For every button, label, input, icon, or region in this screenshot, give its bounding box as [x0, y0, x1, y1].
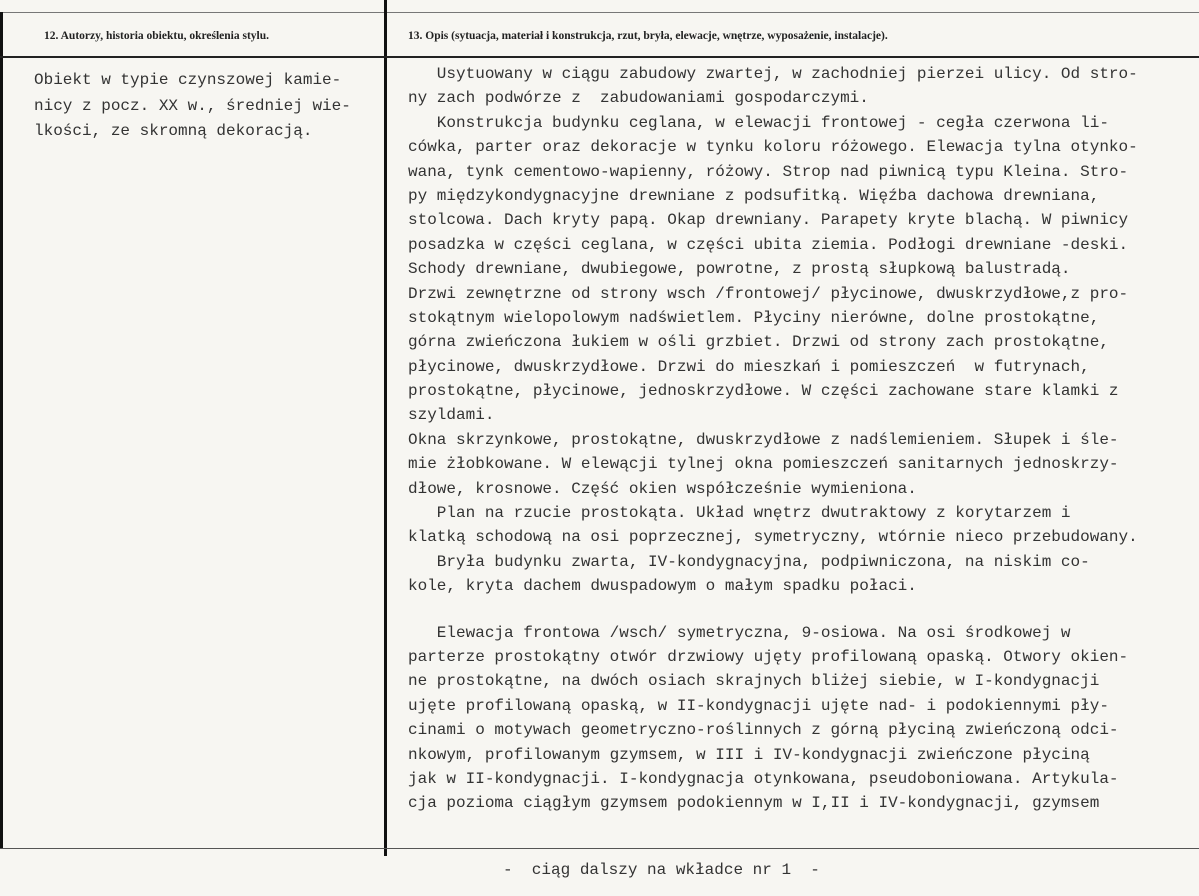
continuation-note: - ciąg dalszy na wkładce nr 1 - — [503, 861, 820, 879]
heading-rule — [0, 56, 1199, 58]
paragraph-gap — [408, 599, 1198, 621]
text-line: cja pozioma ciągłym gzymsem podokiennym w I,II i IV-kondygnacji, gzymsem — [408, 794, 1100, 813]
text-line: Schody drewniane, dwubiegowe, powrotne, z prostą słupkową balustradą. — [408, 260, 1071, 279]
text-line: stokątnym wielopolowym nadświetlem. Płyciny nierówne, dolne prostokątne, — [408, 308, 1100, 327]
text-line: cówka, parter oraz dekoracje w tynku koloru różowego. Elewacja tylna otynko- — [408, 138, 1138, 157]
description-text — [408, 62, 1198, 816]
left-border — [0, 12, 3, 848]
text-line: lkości, ze skromną dekoracją. — [34, 122, 313, 140]
text-line: nicy z pocz. XX w., średniej wie- — [34, 96, 351, 115]
text-line: klatką schodową na osi poprzecznej, symetryczny, wtórnie nieco przebudowany. — [408, 528, 1138, 547]
section-12-heading: 12. Autorzy, historia obiektu, określenia stylu. — [44, 30, 270, 42]
text-line: mie żłobkowane. W elewącji tylnej okna pomieszczeń sanitarnych jednoskrzy- — [408, 455, 1119, 474]
text-line: Obiekt w typie czynszowej kamie- — [34, 71, 342, 89]
text-line: Drzwi zewnętrzne od strony wsch /frontowej/ płycinowe, dwuskrzydłowe,z pro- — [408, 284, 1129, 303]
text-line: stolcowa. Dach kryty papą. Okap drewniany. Parapety kryte blachą. W piwnicy — [408, 211, 1129, 230]
bottom-rule — [0, 848, 1199, 849]
text-line: prostokątne, płycinowe, jednoskrzydłowe. W części zachowane stare klamki z — [408, 382, 1119, 401]
text-line: py międzykondygnacyjne drewniane z podsufitką. Więźba dachowa drewniana, — [408, 186, 1100, 205]
text-line: ujęte profilowaną opaską, w II-kondygnacji ujęte nad- i podokiennymi pły- — [408, 696, 1109, 715]
section-13-heading: 13. Opis (sytuacja, materiał i konstrukcja, rzut, bryła, elewacje, wnętrze, wyposażenie, instalacje). — [408, 30, 888, 42]
text-line: dłowe, krosnowe. Część okien współcześnie wymieniona. — [408, 479, 917, 498]
top-rule — [0, 12, 1199, 13]
text-line: Usytuowany w ciągu zabudowy zwartej, w zachodniej pierzei ulicy. Od stro- — [408, 65, 1138, 83]
text-line: posadzka w części ceglana, w części ubita ziemia. Podłogi drewniane -deski. — [408, 235, 1129, 254]
text-line: ny zach podwórze z zabudowaniami gospodarczymi. — [408, 89, 869, 108]
text-line: szyldami. — [408, 406, 495, 425]
column-divider — [384, 0, 387, 856]
authors-history-text — [34, 68, 374, 145]
text-line: wana, tynk cementowo-wapienny, różowy. Strop nad piwnicą typu Kleina. Stro- — [408, 162, 1129, 181]
text-line: Okna skrzynkowe, prostokątne, dwuskrzydłowe z nadślemieniem. Słupek i śle- — [408, 430, 1119, 449]
text-line: kole, kryta dachem dwuspadowym o małym spadku połaci. — [408, 577, 917, 596]
text-line: jak w II-kondygnacji. I-kondygnacja otynkowana, pseudoboniowana. Artykula- — [408, 769, 1119, 788]
text-line: ne prostokątne, na dwóch osiach skrajnych bliżej siebie, w I-kondygnacji — [408, 672, 1100, 691]
text-line: Elewacja frontowa /wsch/ symetryczna, 9-osiowa. Na osi środkowej w — [408, 623, 1071, 642]
text-line: płycinowe, dwuskrzydłowe. Drzwi do mieszkań i pomieszczeń w futrynach, — [408, 357, 1090, 376]
text-line: górna zwieńczona łukiem w ośli grzbiet. Drzwi od strony zach prostokątne, — [408, 333, 1109, 352]
text-line: cinami o motywach geometryczno-roślinnych z górną płyciną zwieńczoną odci- — [408, 721, 1119, 740]
text-line: nkowym, profilowanym gzymsem, w III i IV-kondygnacji zwieńczone płyciną — [408, 745, 1090, 764]
text-line: parterze prostokątny otwór drzwiowy ujęty profilowaną opaską. Otwory okien- — [408, 647, 1129, 666]
text-line: Bryła budynku zwarta, IV-kondygnacyjna, podpiwniczona, na niskim co- — [408, 552, 1090, 571]
text-line: Konstrukcja budynku ceglana, w elewacji frontowej - cegła czerwona li- — [408, 113, 1109, 132]
text-line: Plan na rzucie prostokąta. Układ wnętrz dwutraktowy z korytarzem i — [408, 504, 1071, 523]
